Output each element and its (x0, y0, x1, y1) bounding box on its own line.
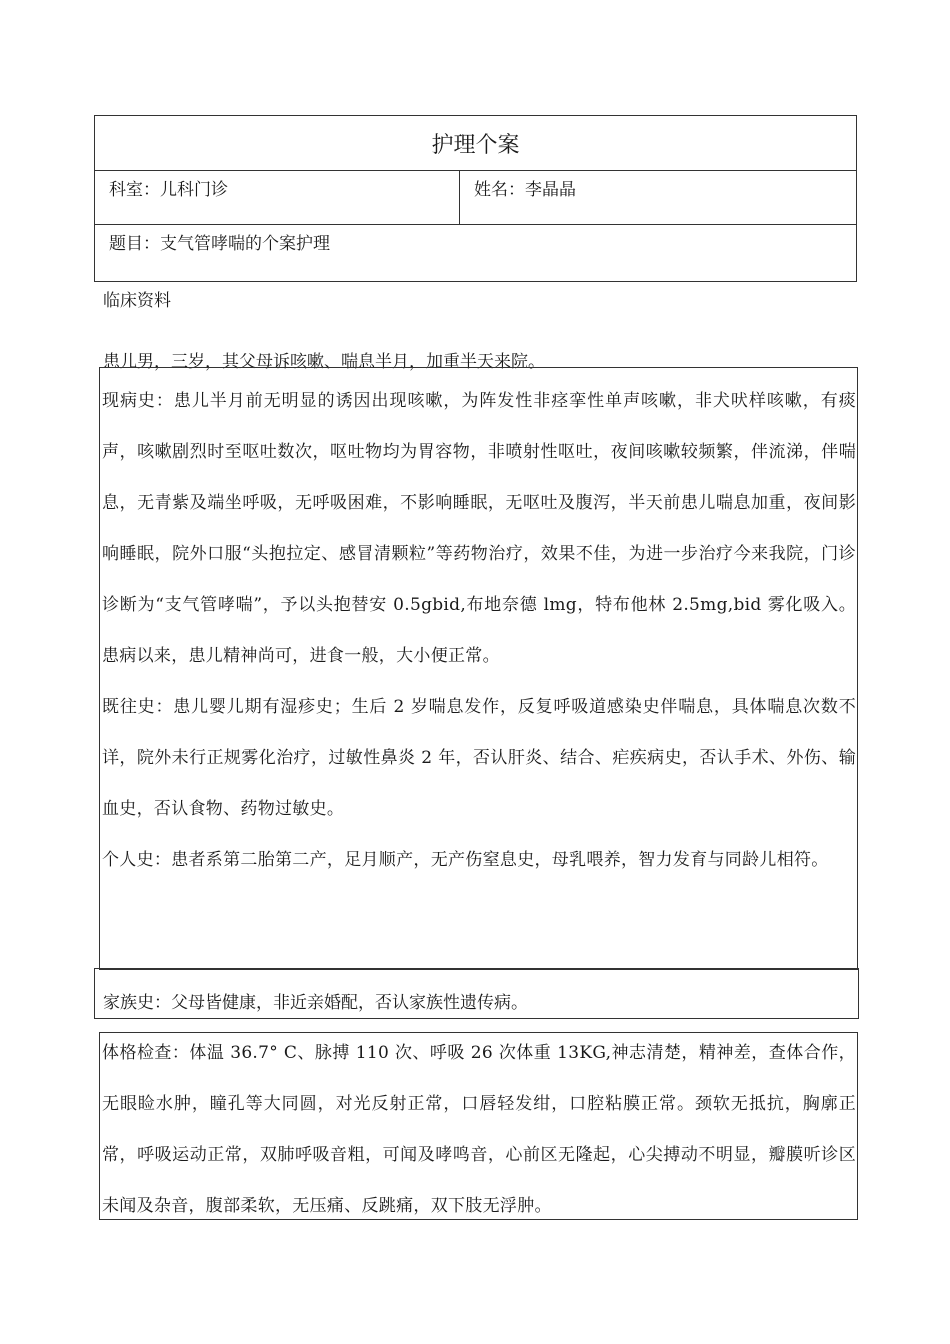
topic-cell (94, 224, 857, 282)
family-history: 家族史：父母皆健康，非近亲婚配，否认家族性遗传病。 (103, 993, 528, 1013)
physical-exam-content (102, 1028, 856, 1232)
history-content (102, 376, 856, 886)
patient-name-text: 姓名：李晶晶 (474, 180, 576, 200)
patient-name-cell (459, 170, 857, 225)
case-summary: 患儿男，三岁，其父母诉咳嗽、喘息半月，加重半天来院。 (103, 352, 545, 372)
present-history: 现病史：患儿半月前无明显的诱因出现咳嗽，为阵发性非痉挛性单声咳嗽，非犬吠样咳嗽，有痰声，咳嗽剧烈时至呕吐数次，呕吐物均为胃容物，非喷射性呕吐，夜间咳嗽较频繁，伴流涕，伴喘息，无青紫及端坐呼吸，无呼吸困难，不影响睡眠，无呕吐及腹泻，半天前患儿喘息加重，夜间影响睡眠，院外口服“头抱拉定、感冒清颗粒”等药物治疗，效果不佳，为进一步治疗今来我院，门诊诊断为“支气管哮喘”，予以头抱替安 0.5gbid,布地奈德 lmg，特布他林 2.5mg,bid 雾化吸入。患病以来，患儿精神尚可，进食一般，大小便正常。 (102, 391, 856, 666)
document-title: 护理个案 (94, 115, 857, 171)
past-history: 既往史：患儿婴儿期有湿疹史；生后 2 岁喘息发作，反复呼吸道感染史伴喘息，具体喘息次数不详，院外未行正规雾化治疗，过敏性鼻炎 2 年，否认肝炎、结合、疟疾病史，否认手术、外伤、输血史，否认食物、药物过敏史。 (102, 697, 856, 819)
department-text: 科室：儿科门诊 (109, 180, 228, 200)
personal-history: 个人史：患者系第二胎第二产，足月顺产，无产伤窒息史，母乳喂养，智力发育与同龄儿相符。 (102, 850, 829, 870)
topic-text: 题目：支气管哮喘的个案护理 (109, 234, 330, 254)
physical-exam: 体格检查：体温 36.7° C、脉搏 110 次、呼吸 26 次体重 13KG,神志清楚，精神差，查体合作，无眼睑水肿，瞳孔等大同圆，对光反射正常，口唇轻发绀，口腔粘膜正常。颈软无抵抗，胸廓正常，呼吸运动正常，双肺呼吸音粗，可闻及哮鸣音，心前区无隆起，心尖搏动不明显，瓣膜听诊区未闻及杂音，腹部柔软，无压痛、反跳痛，双下肢无浮肿。 (102, 1043, 856, 1216)
department-cell (94, 170, 460, 225)
clinical-heading: 临床资料 (103, 291, 171, 311)
